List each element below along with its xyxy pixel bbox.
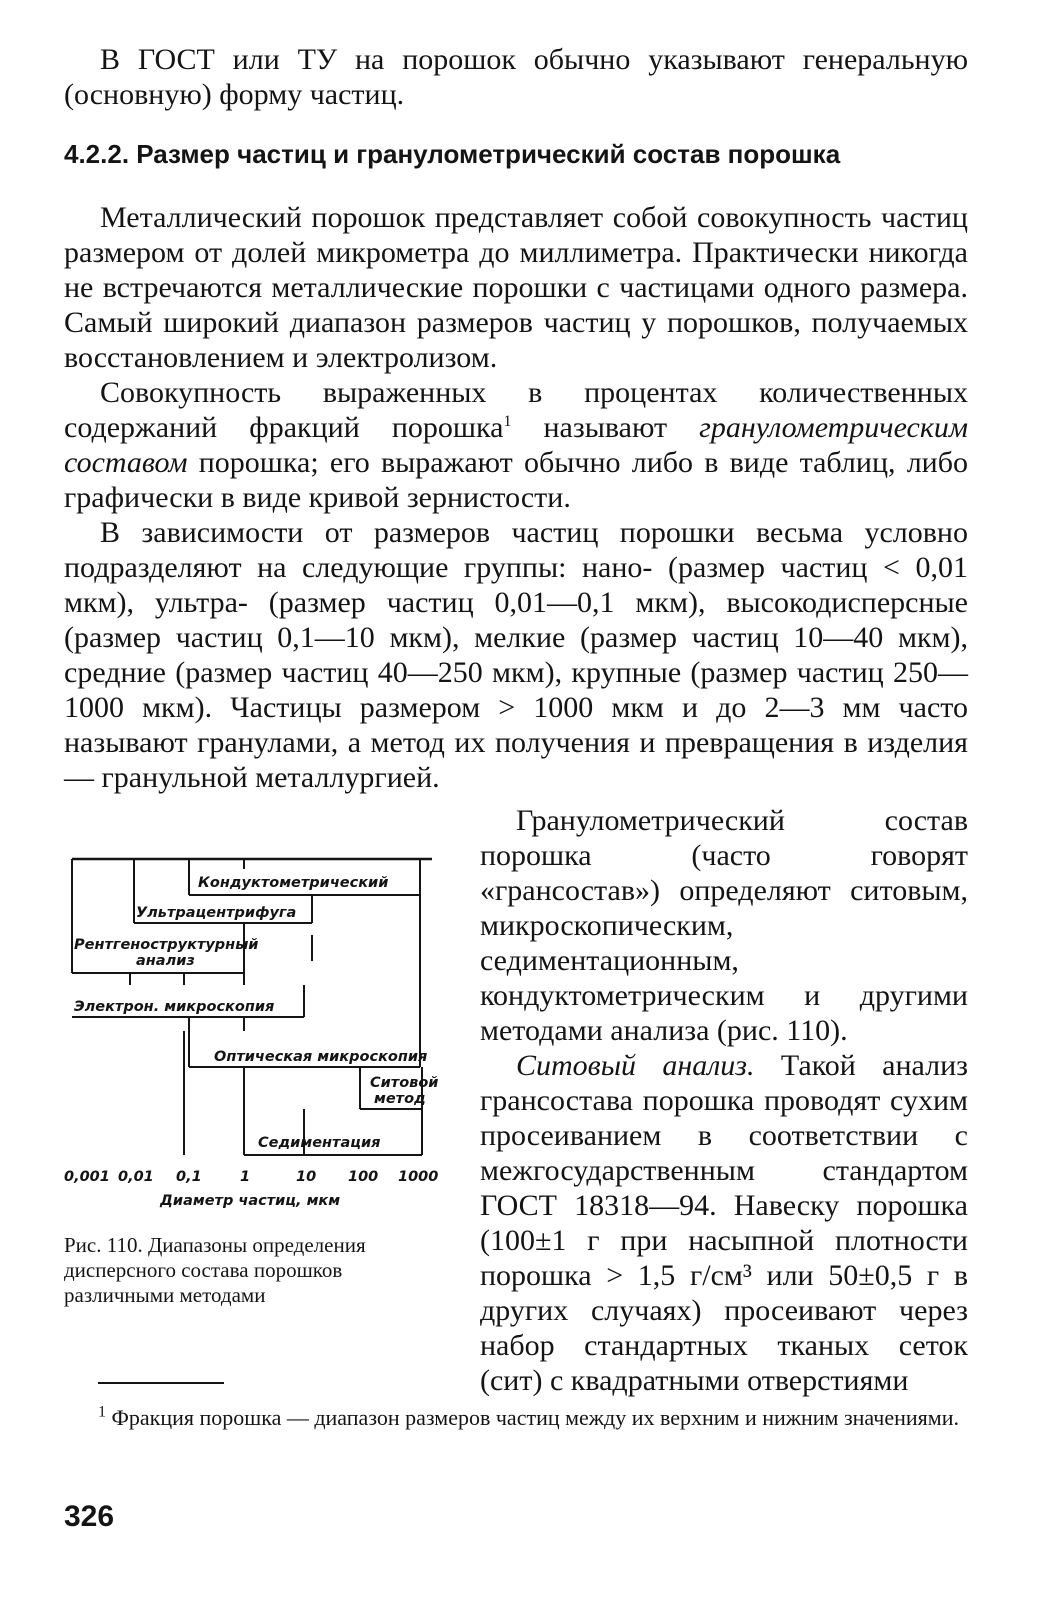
- figure-caption: Рис. 110. Диапазоны определения дисперсного состава порошков различными методами: [64, 1233, 366, 1307]
- term-granulometric: гранулометрическим составом: [64, 411, 968, 479]
- x-tick-2: 0,1: [176, 1169, 202, 1185]
- page-number: 326: [64, 1500, 115, 1533]
- paragraph-1: Металлический порошок представляет собой совокупность частиц размером от долей микрометра до миллиметра. Практически никогда не встречаются металлические порошки с частицами одного размера. Самый широкий диапазон размеров частиц у порошков, получаемых восстановлением и электролизом.: [64, 201, 968, 374]
- label-conductometric: Кондуктометрический: [198, 875, 389, 891]
- paragraph-5-text: Такой анализ грансостава порошка проводят сухим просеиванием в соответствии с межгосударственным стандартом ГОСТ 18318—94. Навеску порошка (100±1 г при насыпной плотности порошка > 1,5 г/см³ или 50±0,5 г в других случаях) просеивают через набор стандартных тканых сеток (сит) с квадратными отверстиями: [480, 1049, 968, 1397]
- paragraph-5: [480, 1048, 968, 1398]
- right-column: [480, 803, 968, 1398]
- figure-110: [64, 855, 452, 1308]
- label-optical: Оптическая микроскопия: [214, 1049, 428, 1065]
- footnote-ref: 1: [503, 413, 512, 430]
- x-tick-6: 1000: [398, 1169, 439, 1185]
- x-tick-5: 100: [348, 1169, 379, 1185]
- paragraph-3: В зависимости от размеров частиц порошки весьма условно подразделяют на следующие группы: нано- (размер частиц < 0,01 мкм), ультра- (размер частиц 0,01—0,1 мкм), высокодисперсные (размер частиц 0,1—10 мкм), мелкие (размер частиц 10—40 мкм), средние (размер частиц 40—250 мкм), крупные (размер частиц 250—1000 мкм). Частицы размером > 1000 мкм и до 2—3 мм часто называют гранулами, а метод их получения и превращения в изделия — гранульной металлургией.: [64, 516, 968, 794]
- label-xray-analysis: анализ: [136, 953, 195, 969]
- section-heading: 4.2.2. Размер частиц и гранулометрический состав порошка: [64, 139, 841, 169]
- x-axis-label: Диаметр частиц, мкм: [160, 1193, 341, 1209]
- page-body: [64, 42, 968, 1397]
- label-ultracentrifuge: Ультрацентрифуга: [136, 905, 297, 921]
- footnote-text: Фракция порошка — диапазон размеров частиц между их верхним и нижним значениями.: [106, 1405, 959, 1430]
- label-sieve: Ситовой: [370, 1075, 439, 1091]
- paragraph-2-text-c: порошка; его выражают обычно либо в виде таблиц, либо графически в виде кривой зернистости.: [64, 446, 968, 514]
- footnote: [64, 1404, 968, 1432]
- footnote-marker: 1: [98, 1403, 106, 1421]
- x-tick-0: 0,001: [64, 1169, 110, 1185]
- label-xray: Рентгеноструктурный: [74, 937, 259, 953]
- paragraph-2-text-a: Совокупность выраженных в процентах количественных содержаний фракций порошка: [64, 376, 968, 444]
- paragraph-2-text-b: называют: [511, 411, 700, 444]
- label-sieve-method: метод: [374, 1091, 426, 1107]
- x-tick-1: 0,01: [118, 1169, 154, 1185]
- methods-range-diagram: [64, 855, 452, 1215]
- footnote-divider: [98, 1382, 224, 1384]
- paragraph-2: [64, 375, 968, 515]
- figure-and-text: [64, 795, 968, 1397]
- label-sedimentation: Седиментация: [258, 1135, 381, 1151]
- paragraph-4: Гранулометрический состав порошка (часто говорят «грансостав») определяют ситовым, микроскопическим, седиментационным, кондуктометрическим и другими методами анализа (рис. 110).: [480, 804, 968, 1047]
- label-electron: Электрон. микроскопия: [74, 999, 275, 1015]
- term-sieve-analysis: Ситовый анализ.: [516, 1049, 755, 1082]
- intro-paragraph: В ГОСТ или ТУ на порошок обычно указывают генеральную (основную) форму частиц.: [64, 43, 968, 111]
- x-tick-4: 10: [296, 1169, 317, 1185]
- x-tick-3: 1: [240, 1169, 251, 1185]
